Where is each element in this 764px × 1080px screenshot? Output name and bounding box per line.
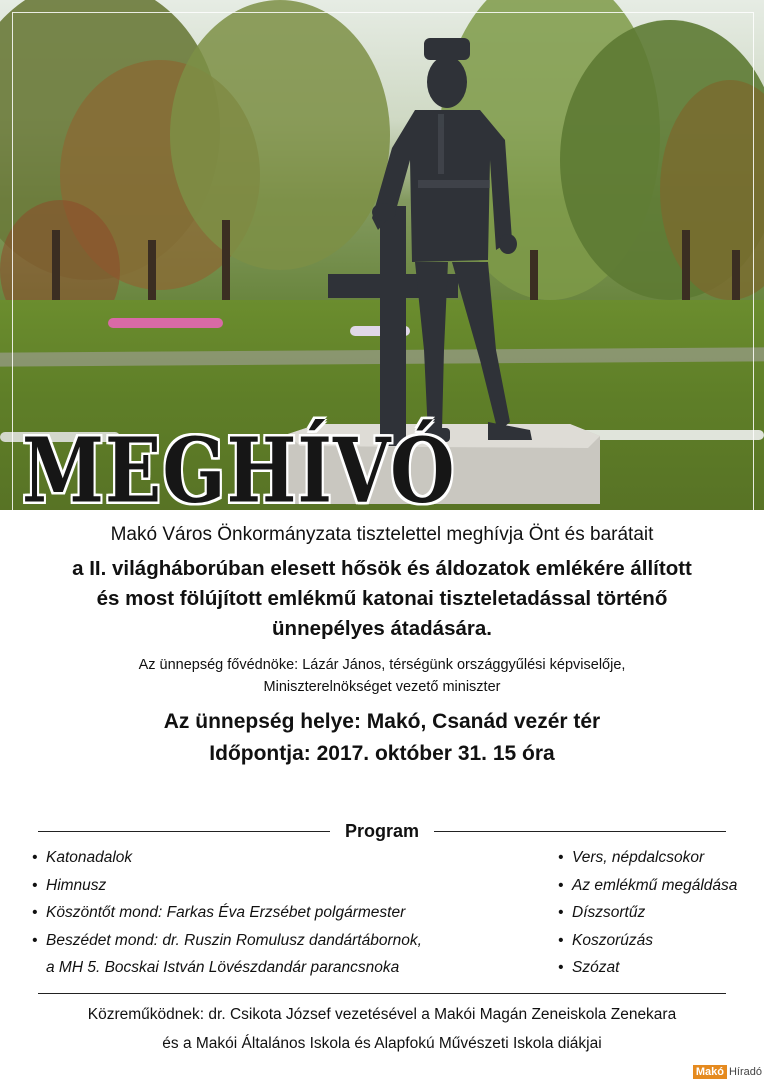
divider: [38, 993, 726, 994]
list-item: • Köszöntőt mond: Farkas Éva Erzsébet polgármester: [32, 904, 406, 921]
list-item-continuation: a MH 5. Bocskai István Lövészdandár parancsnoka: [46, 959, 400, 976]
list-item: • Az emlékmű megáldása: [558, 876, 738, 894]
patron-line: Az ünnepség fővédnöke: Lázár János, térségünk országgyűlési képviselője,: [138, 657, 626, 673]
contributors-block: [0, 1000, 764, 1058]
venue-block: [0, 706, 764, 770]
contributors-line: Közreműködnek: dr. Csikota József vezetésével a Makói Magán Zeneiskola Zenekara: [87, 1006, 677, 1023]
venue-line: Az ünnepség helye: Makó, Csanád vezér tér: [163, 710, 601, 733]
list-item: • Beszédet mond: dr. Ruszin Romulusz dandártábornok,: [32, 931, 422, 949]
headline-line: a II. világháborúban elesett hősök és áldozatok emlékére állított: [72, 557, 692, 580]
list-item: • Díszsortűz: [558, 904, 646, 921]
invitation-body: [0, 510, 764, 770]
headline-block: [0, 554, 764, 644]
list-item: • Szózat: [558, 959, 620, 976]
divider: [434, 831, 726, 832]
memorial-photo: [0, 0, 764, 510]
program-label: Program: [344, 821, 420, 841]
list-item: • Katonadalok: [32, 849, 133, 866]
contributors-line: és a Makói Általános Iskola és Alapfokú Művészeti Iskola diákjai: [162, 1035, 602, 1052]
list-item: • Himnusz: [32, 876, 107, 894]
program-list-left: [32, 844, 422, 982]
list-item: • Koszorúzás: [558, 931, 653, 949]
date-line: Időpontja: 2017. október 31. 15 óra: [209, 742, 555, 765]
headline-line: ünnepélyes átadására.: [272, 617, 492, 640]
headline-line: és most fölújított emlékmű katonai tiszteletadással történő: [96, 587, 668, 610]
invitation-title: MEGHÍVÓ: [22, 420, 456, 510]
logo-part: Makó: [693, 1065, 727, 1079]
list-item: • Vers, népdalcsokor: [558, 849, 705, 866]
program-heading: [38, 821, 726, 843]
watermark-logo: [693, 1066, 762, 1078]
patron-line: Miniszterelnökséget vezető miniszter: [263, 679, 501, 695]
soldier-statue: [320, 30, 550, 450]
logo-part: Híradó: [728, 1066, 762, 1078]
patron-block: [0, 654, 764, 698]
program-list-right: [558, 844, 737, 982]
intro-line: Makó Város Önkormányzata tisztelettel meghívja Önt és barátait: [110, 524, 654, 545]
